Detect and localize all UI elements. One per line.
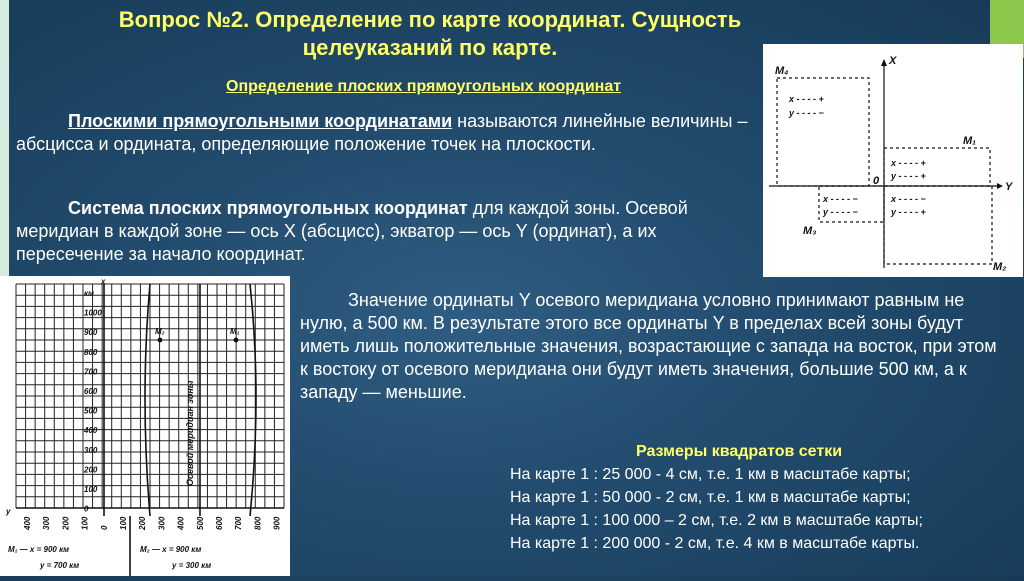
grid-size-item: На карте 1 : 100 000 – 2 см, т.е. 2 км в масштабе карты; <box>510 512 923 529</box>
origin-label: 0 <box>873 175 880 187</box>
axis-y-label: Y <box>1005 181 1013 193</box>
grid-x-tick-label: 100 <box>84 485 98 494</box>
grid-x-tick-label: 300 <box>84 445 98 455</box>
grid-sizes-title: Размеры квадратов сетки <box>636 443 843 460</box>
definition-term: Плоскими прямоугольными координатами <box>68 111 453 131</box>
caption-m1-y: y = 700 км <box>40 561 80 570</box>
grid-y-tick-label: 300 <box>42 516 52 530</box>
m2-x-sign: x - - - - − <box>891 194 926 204</box>
m2-y-sign: y - - - - + <box>891 207 926 217</box>
grid-x-tick-label: км <box>84 289 94 298</box>
point-m3-label: M₃ <box>803 225 817 237</box>
grid-y-tick-label: 300 <box>157 516 167 530</box>
definition-text: называются линейные величины – абсцисса и ордината, определяющие положение точек на плоскости. <box>16 111 748 154</box>
grid-x-tick-label: 0 <box>84 504 89 514</box>
grid-y-tick-label: 800 <box>253 516 263 530</box>
grid-sizes-list <box>510 463 923 555</box>
x-axis-arrow-icon <box>881 59 887 66</box>
system-text: для каждой зоны. Осевой меридиан в каждой зоне — ось X (абсцисс), экватор — ось Y (ординат), а их пересечение за начало координат. <box>16 198 688 264</box>
point-m1-marker <box>234 338 239 343</box>
zone-boundary-west <box>145 284 150 516</box>
grid-axis-x-label: x <box>101 277 106 286</box>
grid-diagram-svg <box>0 276 290 576</box>
grid-x-tick-label: 200 <box>84 465 98 475</box>
grid-y-tick-label: 200 <box>61 516 71 530</box>
grid-diagram <box>0 276 290 576</box>
point-m1-label: M₁ <box>963 135 977 147</box>
m1-x-sign: x - - - - + <box>891 158 926 168</box>
ordinate-text: Значение ординаты Y осевого меридиана условно принимают равным не нулю, а 500 км. В результате этого все ординаты Y в пределах всей зоны будут иметь лишь положительные значения, возрастающие с запада на восток, при этом к востоку от осевого меридиана они будут иметь значения, большие 500 км, а к западу — меньшие. <box>300 290 997 402</box>
grid-size-item: На карте 1 : 25 000 - 4 см, т.е. 1 км в масштабе карты; <box>510 466 911 483</box>
grid-x-tick-label: 400 <box>84 426 98 436</box>
m3-y-sign: y - - - - − <box>823 207 858 217</box>
grid-x-tick-label: 600 <box>84 387 98 396</box>
grid-x-tick-label: 500 <box>84 406 98 416</box>
grid-x-tick-label: 1000 <box>84 308 102 318</box>
ordinate-paragraph <box>300 289 1000 404</box>
caption-m2-x: M₂ — x = 900 км <box>140 545 202 554</box>
grid-size-item: На карте 1 : 200 000 - 2 см, т.е. 4 км в масштабе карты. <box>510 535 920 552</box>
definition-paragraph <box>16 110 756 156</box>
grid-axis-y-label: y <box>6 507 11 516</box>
point-m4-label: M₄ <box>775 65 789 77</box>
y-axis-arrow-icon <box>997 183 1003 189</box>
point-m2-label: M₂ <box>993 261 1007 273</box>
grid-y-tick-label: 400 <box>23 516 32 530</box>
slide-subtitle: Определение плоских прямоугольных координат <box>226 78 622 95</box>
grid-y-tick-label: 500 <box>195 516 205 530</box>
axis-x-label: X <box>889 55 897 67</box>
grid-y-tick-label: 400 <box>176 516 186 530</box>
grid-y-tick-label: 100 <box>119 516 128 530</box>
grid-size-item: На карте 1 : 50 000 - 2 см, т.е. 1 км в масштабе карты; <box>510 489 911 506</box>
quadrant-diagram-svg <box>763 44 1023 277</box>
grid-x-tick-label: 700 <box>84 367 98 377</box>
grid-x-tick-label: 900 <box>84 328 98 338</box>
grid-point-m2-label: M₂ <box>155 327 165 336</box>
system-term: Система плоских прямоугольных координат <box>68 198 468 218</box>
m4-x-sign: x - - - - + <box>789 94 824 104</box>
caption-m2-y: y = 300 км <box>172 561 212 570</box>
grid-y-tick-label: 900 <box>272 516 282 530</box>
m1-y-sign: y - - - - + <box>891 171 926 181</box>
grid-x-tick-label: 800 <box>84 347 98 357</box>
slide-title: Вопрос №2. Определение по карте координат. Сущность целеуказаний по карте. <box>118 7 742 60</box>
grid-y-tick-label: 700 <box>234 516 244 530</box>
quadrant-diagram <box>763 44 1023 277</box>
grid-y-tick-label: 0 <box>99 525 109 530</box>
caption-m1-x: M₁ — x = 900 км <box>8 545 70 554</box>
m4-y-sign: y - - - - − <box>789 108 824 118</box>
system-paragraph <box>16 197 756 266</box>
grid-y-tick-label: 100 <box>80 516 90 530</box>
meridian-label: Осевой меридиан зоны <box>185 380 195 486</box>
grid-y-tick-label: 600 <box>215 516 224 530</box>
grid-y-tick-label: 200 <box>138 516 148 530</box>
m3-x-sign: x - - - - − <box>823 194 858 204</box>
point-m2-marker <box>158 338 163 343</box>
grid-point-m1-label: M₁ <box>230 327 240 336</box>
